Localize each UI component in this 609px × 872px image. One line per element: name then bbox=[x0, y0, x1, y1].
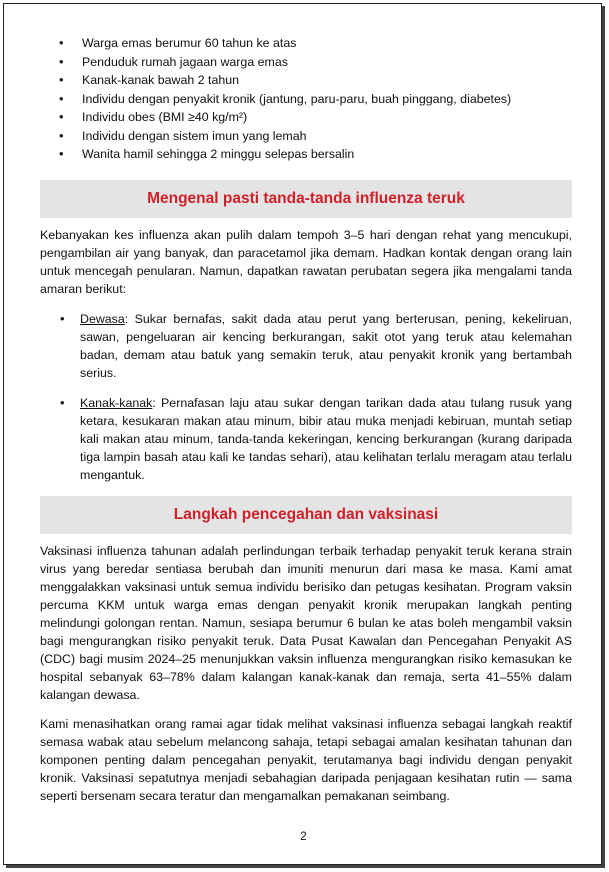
section-heading-prevention: Langkah pencegahan dan vaksinasi bbox=[40, 496, 572, 534]
severe-signs-intro: Kebanyakan kes influenza akan pulih dalam tempoh 3–5 hari dengan rehat yang mencukupi, pengambilan air yang banyak, dan paracetamol jika demam. Hadkan kontak dengan orang lain untuk mencegah penularan. Namun, dapatkan rawatan perubatan segera jika mengalami tanda amaran berikut: bbox=[40, 227, 572, 296]
page-content bbox=[40, 34, 572, 805]
child-term: Kanak-kanak bbox=[80, 395, 153, 410]
list-item: • Individu obes (BMI ≥40 kg/m²) bbox=[40, 108, 572, 127]
list-item: • Warga emas berumur 60 tahun ke atas bbox=[40, 34, 572, 53]
list-item: • Wanita hamil sehingga 2 minggu selepas bersalin bbox=[40, 145, 572, 164]
list-item: • Individu dengan sistem imun yang lemah bbox=[40, 127, 572, 146]
list-item: • Individu dengan penyakit kronik (jantung, paru-paru, buah pinggang, diabetes) bbox=[40, 90, 572, 109]
list-item: • Penduduk rumah jagaan warga emas bbox=[40, 53, 572, 72]
warning-signs-child bbox=[40, 394, 572, 484]
adult-term: Dewasa bbox=[80, 311, 125, 326]
child-signs-text: : Pernafasan laju atau sukar dengan tarikan dada atau tulang rusuk yang ketara, kesukaran makan atau minum, bibir atau muka menjadi kebiruan, muntah setiap kali makan atau minum, tanda-tanda kekeringan, kencing berkurangan (kurang daripada tiga lampin basah atau kali ke tandas sehari), atau kelihatan terlalu meragam atau terlalu mengantuk. bbox=[80, 395, 572, 482]
warning-signs-list bbox=[40, 310, 572, 484]
vaccination-paragraph: Vaksinasi influenza tahunan adalah perlindungan terbaik terhadap penyakit teruk kerana strain virus yang beredar sentiasa berubah dan imuniti menurun dari masa ke masa. Kami amat menggalakkan vaksinasi untuk semua individu berisiko dan petugas kesihatan. Program vaksin percuma KKM untuk warga emas dengan penyakit kronik merupakan langkah penting melindungi golongan rentan. Namun, sesiapa berumur 6 bulan ke atas boleh mengambil vaksin bagi mengurangkan risiko penyakit teruk. Data Pusat Kawalan dan Pencegahan Penyakit AS (CDC) bagi musim 2024–25 menunjukkan vaksin influenza mengurangkan risiko kemasukan ke hospital sebanyak 63–78% dalam kalangan kanak-kanak dan remaja, serta 41–55% dalam kalangan dewasa. bbox=[40, 543, 572, 702]
risk-group-list bbox=[40, 34, 572, 164]
advice-paragraph: Kami menasihatkan orang ramai agar tidak melihat vaksinasi influenza sebagai langkah reaktif semasa wabak atau sebelum melancong sahaja, tetapi sebagai amalan kesihatan tahunan dan komponen penting dalam pencegahan penyakit, terutamanya bagi individu dengan penyakit kronik. Vaksinasi sepatutnya menjadi sebahagian daripada penjagaan kesihatan rutin — sama seperti bersenam secara teratur dan mengamalkan pemakanan seimbang. bbox=[40, 716, 572, 803]
adult-signs-text: : Sukar bernafas, sakit dada atau perut yang berterusan, pening, kekeliruan, sawan, pengeluaran air kencing berkurangan, sakit otot yang teruk atau kelemahan badan, demam atau batuk yang semakin teruk, atau penyakit kronik yang bertambah serius. bbox=[80, 311, 572, 380]
page-number: 2 bbox=[300, 831, 307, 843]
section-heading-severe-signs: Mengenal pasti tanda-tanda influenza teruk bbox=[40, 180, 572, 218]
warning-signs-adult bbox=[40, 310, 572, 382]
list-item: • Kanak-kanak bawah 2 tahun bbox=[40, 71, 572, 90]
document-page bbox=[3, 3, 602, 865]
